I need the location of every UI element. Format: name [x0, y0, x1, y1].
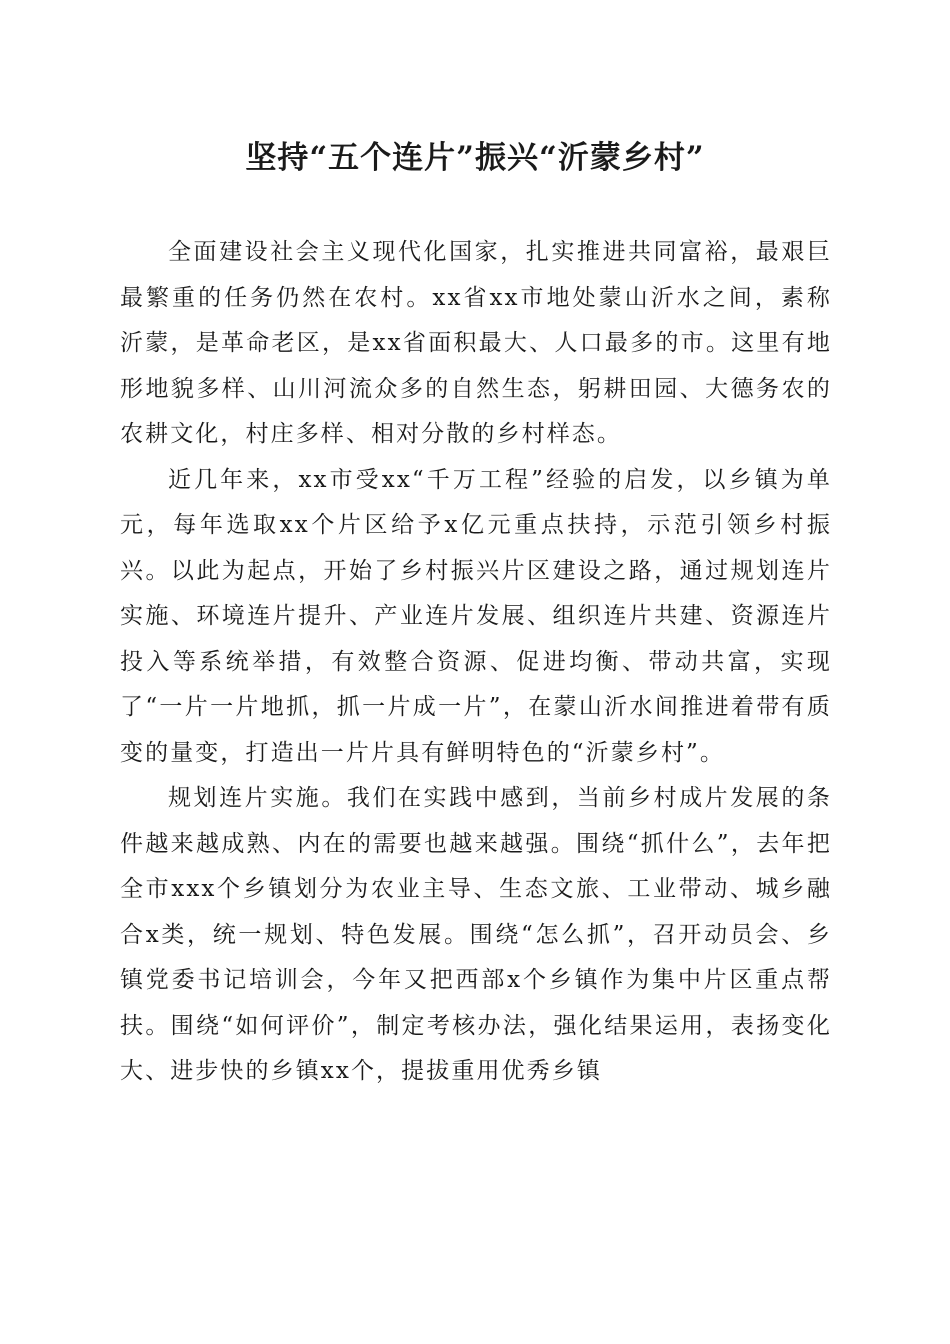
paragraph: 全面建设社会主义现代化国家，扎实推进共同富裕，最艰巨最繁重的任务仍然在农村。xx省xx市地处蒙山沂水之间，素称沂蒙，是革命老区，是xx省面积最大、人口最多的市。这里有地形地貌多样、山川河流众多的自然生态，躬耕田园、大德务农的农耕文化，村庄多样、相对分散的乡村样态。	[120, 239, 832, 447]
paragraph: 规划连片实施。我们在实践中感到，当前乡村成片发展的条件越来越成熟、内在的需要也越来越强。围绕“抓什么”，去年把全市xxx个乡镇划分为农业主导、生态文旅、工业带动、城乡融合x类，统一规划、特色发展。围绕“怎么抓”，召开动员会、乡镇党委书记培训会，今年又把西部x个乡镇作为集中片区重点帮扶。围绕“如何评价”，制定考核办法，强化结果运用，表扬变化大、进步快的乡镇xx个，提拔重用优秀乡镇	[120, 785, 832, 1084]
document-body	[120, 230, 832, 1095]
paragraph: 近几年来，xx市受xx“千万工程”经验的启发，以乡镇为单元，每年选取xx个片区给予x亿元重点扶持，示范引领乡村振兴。以此为起点，开始了乡村振兴片区建设之路，通过规划连片实施、环境连片提升、产业连片发展、组织连片共建、资源连片投入等系统举措，有效整合资源、促进均衡、带动共富，实现了“一片一片地抓，抓一片成一片”，在蒙山沂水间推进着带有质变的量变，打造出一片片具有鲜明特色的“沂蒙乡村”。	[120, 466, 832, 766]
document-title: 坚持“五个连片”振兴“沂蒙乡村”	[245, 140, 705, 176]
